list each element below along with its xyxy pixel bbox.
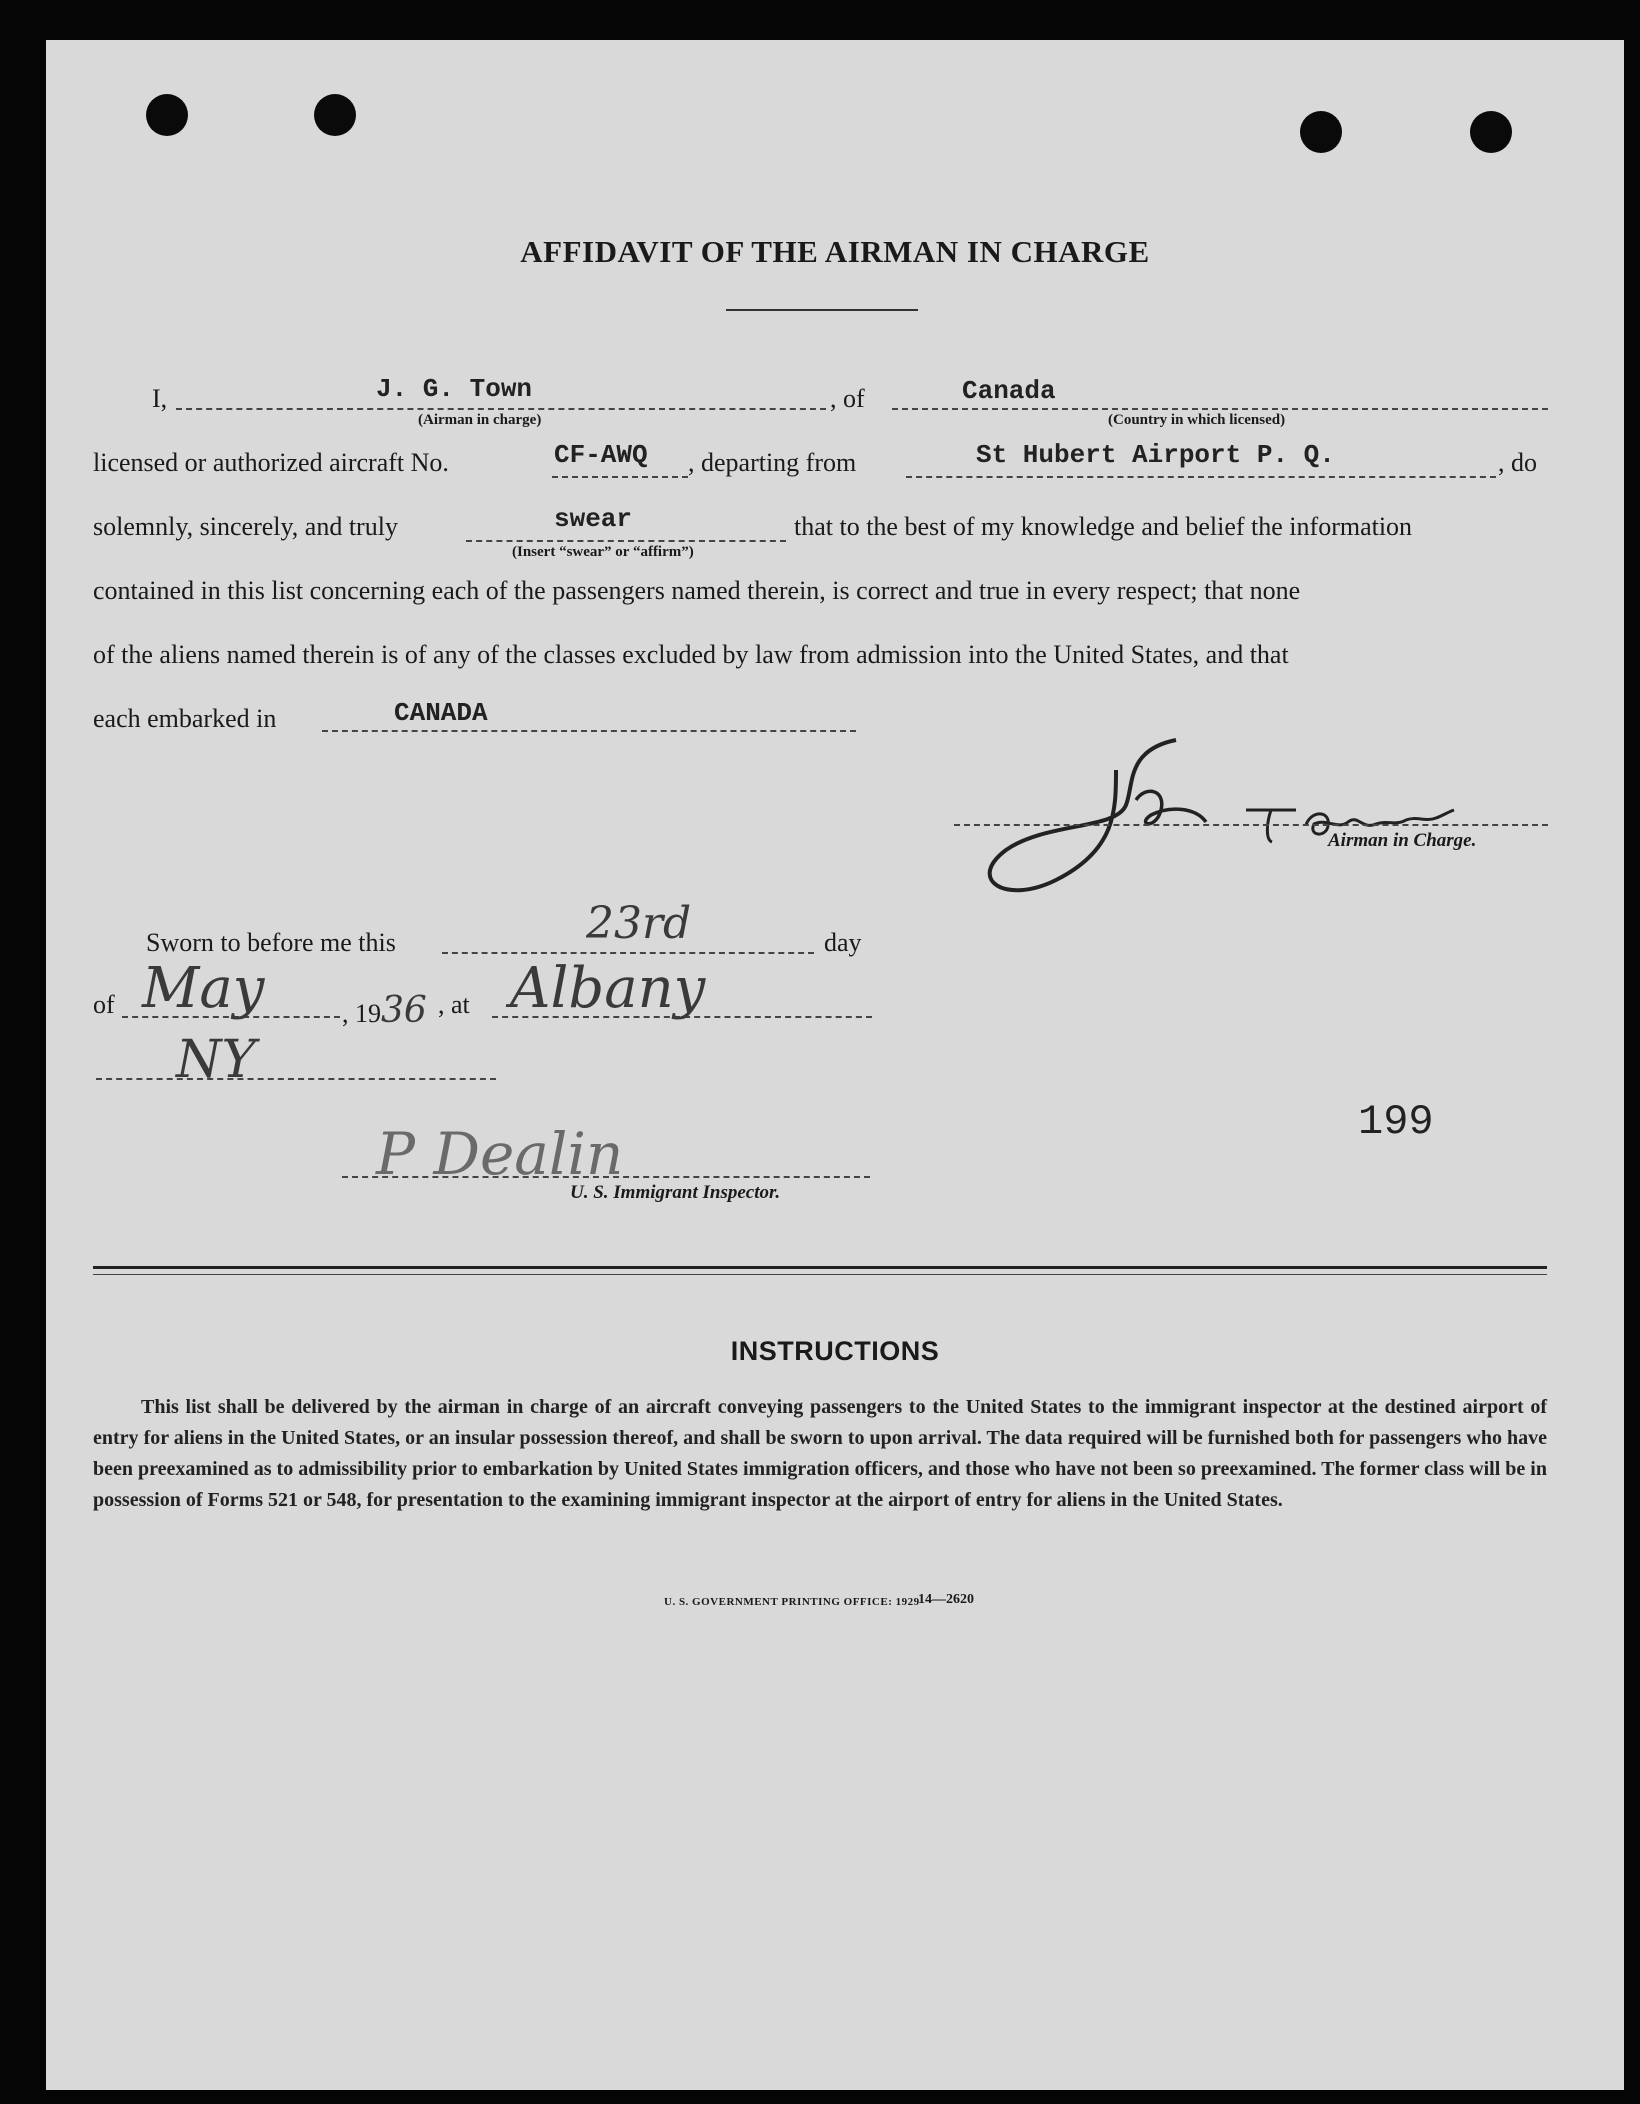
section-divider-thin [93, 1274, 1547, 1275]
printer-imprint: U. S. GOVERNMENT PRINTING OFFICE: 1929 [664, 1596, 920, 1608]
airman-signature-caption: Airman in Charge. [1328, 830, 1477, 851]
place-value: Albany [510, 956, 706, 1021]
form-number: 14—2620 [918, 1592, 974, 1607]
body-line-5: of the aliens named therein is of any of the classes excluded by law from admission into the United States, and that [93, 640, 1289, 669]
label-solemnly: solemnly, sincerely, and truly [93, 512, 398, 541]
punch-hole [146, 94, 188, 136]
airman-signature [966, 730, 1526, 910]
aircraft-no-field[interactable] [552, 476, 688, 478]
state-value: NY [176, 1030, 256, 1090]
label-at: , at [438, 990, 470, 1019]
section-divider [93, 1266, 1547, 1269]
oath-field[interactable] [466, 540, 786, 542]
airman-name-value: J. G. Town [376, 374, 533, 404]
year-value: 36 [381, 990, 427, 1031]
page-title: AFFIDAVIT OF THE AIRMAN IN CHARGE [520, 234, 1150, 269]
instructions-text: This list shall be delivered by the airman in charge of an aircraft conveying passengers to the United States to the immigrant inspector at the destined airport of entry for aliens in the United States, or an insular possession thereof, and shall be sworn to upon arrival. The data required will be furnished both for passengers who have been preexamined as to admissibility prior to embarkation by United States immigration officers, and those who have not been so preexamined. The former class will be in possession of Forms 521 or 548, for presentation to the examining immigrant inspector at the airport of entry for aliens in the United States. [93, 1396, 1547, 1511]
label-embarked: each embarked in [93, 704, 277, 733]
sworn-extra-field[interactable] [96, 1078, 496, 1080]
punch-hole [314, 94, 356, 136]
year-prefix: , 19 [342, 999, 381, 1028]
month-value: May [142, 956, 265, 1021]
inspector-signature-line [342, 1176, 870, 1178]
country-value: Canada [962, 376, 1056, 406]
label-day: day [824, 928, 862, 957]
country-caption: (Country in which licensed) [1108, 412, 1286, 428]
embarked-in-field[interactable] [322, 730, 856, 732]
country-field[interactable] [892, 408, 1548, 410]
label-departing: , departing from [688, 448, 857, 477]
airman-name-caption: (Airman in charge) [418, 412, 542, 428]
departing-from-field[interactable] [906, 476, 1496, 478]
label-of-month: of [93, 990, 115, 1019]
inspector-signature: P Dealin [376, 1120, 624, 1188]
punch-hole [1300, 111, 1342, 153]
label-aircraft: licensed or authorized aircraft No. [93, 448, 449, 477]
aircraft-no-value: CF-AWQ [554, 440, 648, 470]
label-sworn: Sworn to before me this [146, 928, 396, 957]
airman-signature-line [954, 824, 1548, 826]
label-of: , of [830, 384, 865, 413]
title-underline [726, 309, 918, 311]
departing-from-value: St Hubert Airport P. Q. [976, 440, 1335, 470]
airman-name-field[interactable] [176, 408, 826, 410]
oath-rest-text: that to the best of my knowledge and belief the information [794, 512, 1413, 541]
oath-value: swear [554, 504, 633, 534]
sworn-day-value: 23rd [586, 898, 692, 949]
label-i: I, [152, 384, 168, 413]
label-do: , do [1498, 448, 1537, 477]
inspector-caption: U. S. Immigrant Inspector. [570, 1182, 781, 1203]
sworn-day-field[interactable] [442, 952, 814, 954]
punch-hole [1470, 111, 1512, 153]
embarked-in-value: CANADA [394, 698, 488, 728]
stamp-number: 199 [1358, 1098, 1434, 1146]
oath-caption: (Insert “swear” or “affirm”) [512, 544, 694, 560]
document-page [46, 40, 1624, 2090]
body-line-4: contained in this list concerning each of the passengers named therein, is correct and true in every respect; that none [93, 576, 1301, 605]
instructions-heading: INSTRUCTIONS [730, 1336, 940, 1366]
label-year [342, 990, 427, 1031]
